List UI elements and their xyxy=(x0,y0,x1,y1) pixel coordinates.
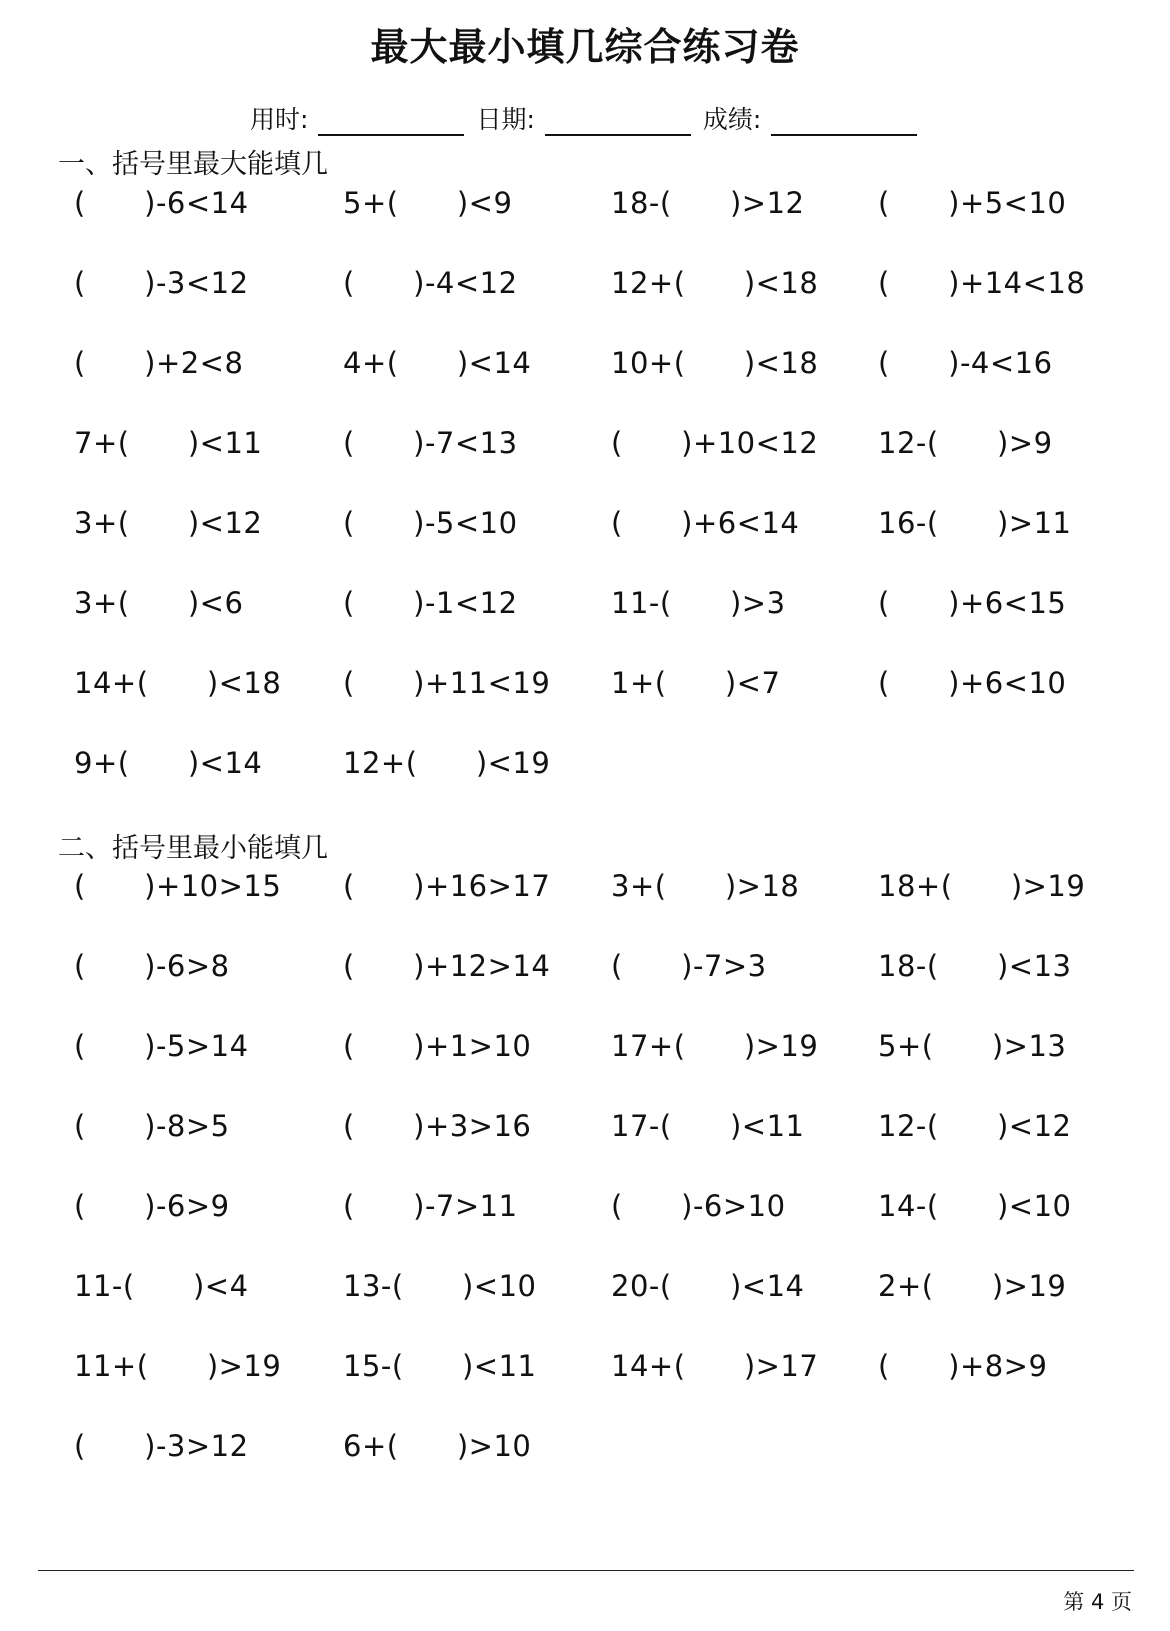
time-field xyxy=(250,100,464,136)
problem-item[interactable]: 6+( )>10 xyxy=(343,1429,532,1463)
problem-item[interactable]: 9+( )<14 xyxy=(74,746,263,780)
score-blank[interactable] xyxy=(771,108,917,136)
problem-item[interactable]: 3+( )>18 xyxy=(611,869,800,903)
problem-item[interactable]: 12-( )<12 xyxy=(878,1109,1072,1143)
time-label: 用时: xyxy=(250,105,309,134)
problem-item[interactable]: ( )+6<10 xyxy=(878,666,1067,700)
problem-item[interactable]: ( )+16>17 xyxy=(343,869,551,903)
problem-item[interactable]: 17+( )>19 xyxy=(611,1029,819,1063)
problem-item[interactable]: ( )-6>10 xyxy=(611,1189,786,1223)
problem-item[interactable]: ( )-6>9 xyxy=(74,1189,230,1223)
problem-item[interactable]: ( )-6<14 xyxy=(74,186,249,220)
problem-item[interactable]: 12+( )<19 xyxy=(343,746,551,780)
problem-item[interactable]: 17-( )<11 xyxy=(611,1109,805,1143)
problem-item[interactable]: ( )+11<19 xyxy=(343,666,551,700)
problem-item[interactable]: 5+( )>13 xyxy=(878,1029,1067,1063)
problem-item[interactable]: 18-( )<13 xyxy=(878,949,1072,983)
problem-item[interactable]: 7+( )<11 xyxy=(74,426,263,460)
problem-item[interactable]: ( )-3<12 xyxy=(74,266,249,300)
problem-item[interactable]: 14+( )>17 xyxy=(611,1349,819,1383)
date-field xyxy=(476,100,690,136)
page-number: 第 4 页 xyxy=(1063,1590,1132,1614)
problem-item[interactable]: ( )+10<12 xyxy=(611,426,819,460)
problem-item[interactable]: ( )+3>16 xyxy=(343,1109,532,1143)
problem-item[interactable]: ( )-4<16 xyxy=(878,346,1053,380)
problem-item[interactable]: ( )-6>8 xyxy=(74,949,230,983)
problem-item[interactable]: ( )-5>14 xyxy=(74,1029,249,1063)
problem-item[interactable]: 16-( )>11 xyxy=(878,506,1072,540)
problem-item[interactable]: 18-( )>12 xyxy=(611,186,805,220)
problem-item[interactable]: ( )+14<18 xyxy=(878,266,1086,300)
problem-item[interactable]: 14-( )<10 xyxy=(878,1189,1072,1223)
time-blank[interactable] xyxy=(318,108,464,136)
problem-item[interactable]: 2+( )>19 xyxy=(878,1269,1067,1303)
problem-item[interactable]: ( )-4<12 xyxy=(343,266,518,300)
problem-item[interactable]: ( )-7<13 xyxy=(343,426,518,460)
problem-item[interactable]: 4+( )<14 xyxy=(343,346,532,380)
problem-item[interactable]: ( )+10>15 xyxy=(74,869,282,903)
problem-item[interactable]: ( )-7>11 xyxy=(343,1189,518,1223)
problem-item[interactable]: 10+( )<18 xyxy=(611,346,819,380)
problem-item[interactable]: ( )+2<8 xyxy=(74,346,244,380)
meta-row xyxy=(250,100,929,136)
problem-item[interactable]: 5+( )<9 xyxy=(343,186,513,220)
problem-item[interactable]: 11+( )>19 xyxy=(74,1349,282,1383)
problem-item[interactable]: 14+( )<18 xyxy=(74,666,282,700)
problem-item[interactable]: ( )-3>12 xyxy=(74,1429,249,1463)
problem-item[interactable]: ( )-7>3 xyxy=(611,949,767,983)
problem-item[interactable]: ( )+8>9 xyxy=(878,1349,1048,1383)
problem-item[interactable]: 11-( )>3 xyxy=(611,586,786,620)
score-field xyxy=(703,100,917,136)
problem-item[interactable]: 20-( )<14 xyxy=(611,1269,805,1303)
date-blank[interactable] xyxy=(545,108,691,136)
problem-item[interactable]: 15-( )<11 xyxy=(343,1349,537,1383)
problem-item[interactable]: 13-( )<10 xyxy=(343,1269,537,1303)
score-label: 成绩: xyxy=(702,105,762,134)
problem-item[interactable]: 11-( )<4 xyxy=(74,1269,249,1303)
problem-item[interactable]: 18+( )>19 xyxy=(878,869,1086,903)
problem-item[interactable]: ( )+1>10 xyxy=(343,1029,532,1063)
problem-item[interactable]: ( )-8>5 xyxy=(74,1109,230,1143)
section-title-min: 二、括号里最小能填几 xyxy=(58,833,328,864)
problem-item[interactable]: 12+( )<18 xyxy=(611,266,819,300)
section-title-max: 一、括号里最大能填几 xyxy=(58,149,328,180)
problem-item[interactable]: ( )-1<12 xyxy=(343,586,518,620)
problem-item[interactable]: ( )+12>14 xyxy=(343,949,551,983)
page-title: 最大最小填几综合练习卷 xyxy=(370,25,800,69)
problem-item[interactable]: 12-( )>9 xyxy=(878,426,1053,460)
date-label: 日期: xyxy=(476,105,535,134)
problem-item[interactable]: ( )+6<14 xyxy=(611,506,800,540)
footer-divider xyxy=(38,1570,1134,1571)
problem-item[interactable]: 3+( )<12 xyxy=(74,506,263,540)
problem-item[interactable]: ( )-5<10 xyxy=(343,506,518,540)
problem-item[interactable]: ( )+5<10 xyxy=(878,186,1067,220)
problem-item[interactable]: ( )+6<15 xyxy=(878,586,1067,620)
problem-item[interactable]: 1+( )<7 xyxy=(611,666,781,700)
problem-item[interactable]: 3+( )<6 xyxy=(74,586,244,620)
